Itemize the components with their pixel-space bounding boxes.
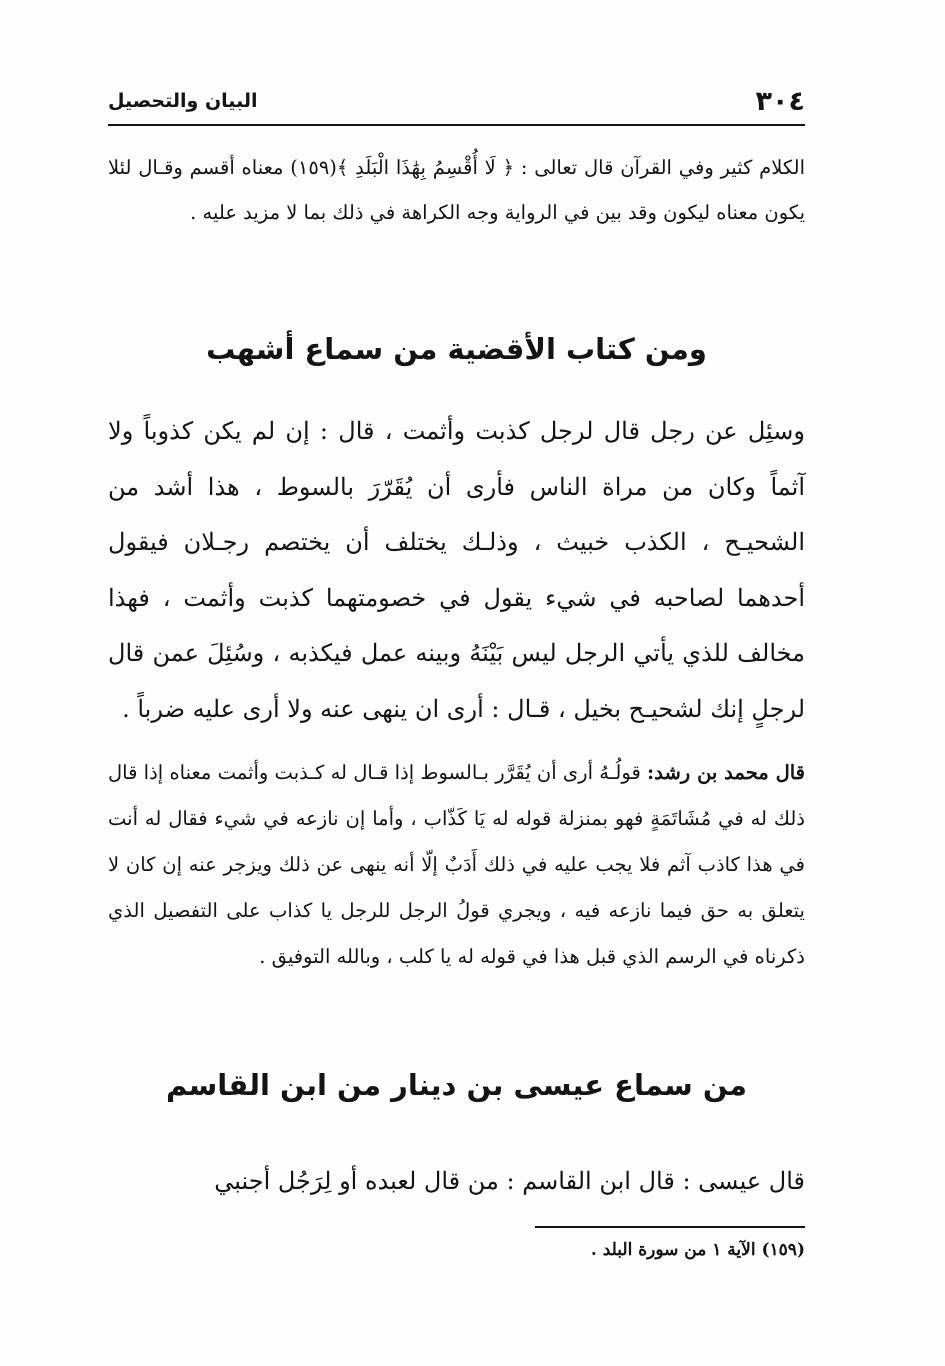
isa-paragraph: قال عيسى : قال ابن القاسم : من قال لعبده أو لِرَجُل أجنبي [214,1167,805,1195]
intro-paragraph: الكلام كثير وفي القرآن قال تعالى : ﴿ لَا أُقْسِمُ بِهَٰذَا الْبَلَدِ ﴾(١٥٩) معناه أقسم وقـال لئلا يكون معناه ليكون وقد بين في الرواية وجه الكراهة في ذلك بما لا مزيد عليه . [108,156,805,224]
commentary-text: قولُـهُ أرى أن يُقَرَّر بـالسوط إذا قـال له كـذبت وأثمت معناه إذا قال ذلك له في مُشَاتَمَةٍ فهو بمنزلة قوله له يَا كَذّاب ، وأما إن نازعه في شيء فقال له أنت في هذا كاذب آثم فلا يجب عليه في ذلك أَدَبٌ إلّا أنه ينهى عن ذلك ويزجر عنه إن كان لا يتعلق به حق فيما نازعه فيه ، ويجري قولُ الرجل للرجل يا كذاب على التفصيل الذي ذكرناه في الرسم الذي قبل هذا في قوله له يا كلب ، وبالله التوفيق . [108,761,805,968]
commentary-lead: قال محمد بن رشد: [647,761,805,784]
page-number: ٣٠٤ [755,86,805,117]
section-heading-isa: من سماع عيسى بن دينار من ابن القاسم [166,1068,747,1102]
question-paragraph: وسئِل عن رجل قال لرجل كذبت وأثمت ، قال : إن لم يكن كذوباً ولا آثماً وكان من مراة الناس فأرى أن يُقَرّرَ بالسوط ، هذا أشد من الشحيـح ، الكذب خبيث ، وذلـك يختلف أن يختصم رجـلان فيقول أحدهما لصاحبه في شيء يقول في خصومتهما كذبت وأثمت ، فهذا مخالف للذي يأتي الرجل ليس بَيْنَهُ وبينه عمل فيكذبه ، وسُئِلَ عمن قال لرجلٍ إنك لشحيـح بخيل ، قـال : أرى ان ينهى عنه ولا أرى عليه ضرباً . [108,417,805,723]
footnote: (١٥٩) الآية ١ من سورة البلد . [590,1240,805,1260]
running-title: البيان والتحصيل [108,90,258,112]
commentary-paragraph [108,750,805,980]
page-header [108,84,805,126]
section-heading-ashhab: ومن كتاب الأقضية من سماع أشهب [206,332,707,366]
footnote-divider [535,1226,805,1228]
